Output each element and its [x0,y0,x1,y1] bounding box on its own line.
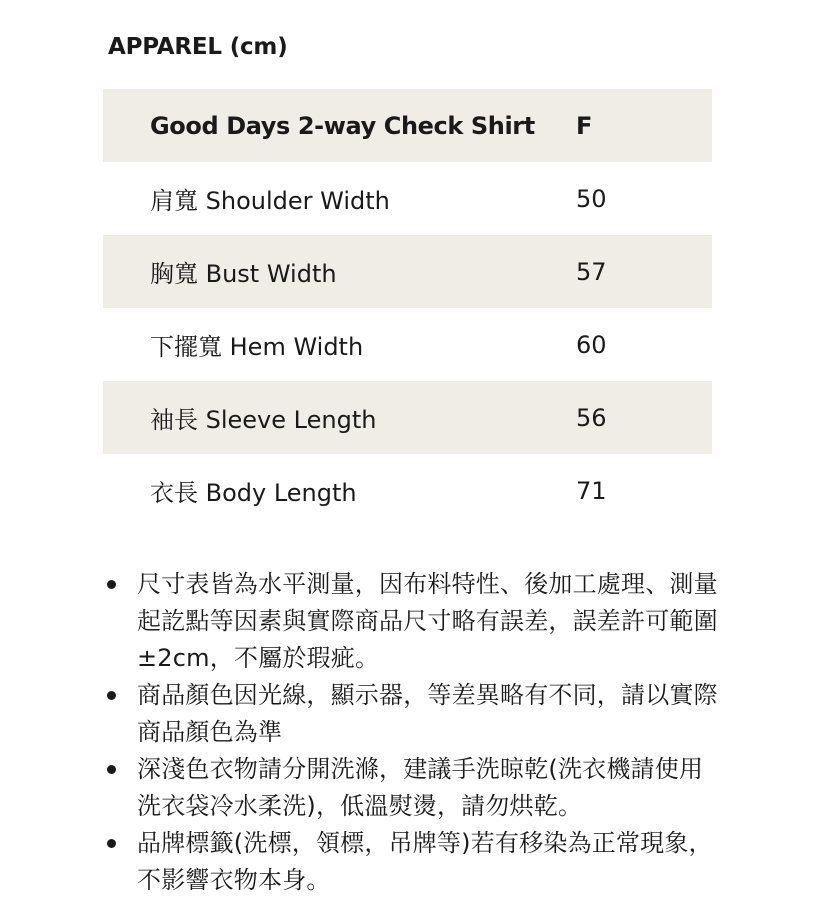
note-text: 尺寸表皆為水平測量，因布料特性、後加工處理、測量起訖點等因素與實際商品尺寸略有誤差，誤差許可範圍±2cm，不屬於瑕疵。 [137,570,718,672]
section-title: APPAREL (cm) [108,34,288,60]
measurement-value: 60 [576,330,607,359]
table-row [103,454,712,527]
measurement-label: 衣長 Body Length [150,479,357,507]
measurement-label: 胸寬 Bust Width [150,260,337,288]
measurement-value: 57 [576,257,607,286]
note-text: 深淺色衣物請分開洗滌，建議手洗晾乾(洗衣機請使用洗衣袋冷水柔洗)，低溫熨燙，請勿烘乾。 [137,755,704,820]
product-name-header: Good Days 2-way Check Shirt [150,111,535,140]
list-item [137,751,723,825]
measurement-value: 71 [576,476,607,505]
table-row [103,235,712,308]
table-row [103,308,712,381]
list-item [137,825,723,899]
list-item [137,566,723,677]
table-row [103,381,712,454]
bullet-icon [107,765,116,774]
note-text: 商品顏色因光線，顯示器，等差異略有不同，請以實際商品顏色為準 [137,681,718,746]
care-notes-list [103,566,723,899]
measurement-label: 下擺寬 Hem Width [150,333,364,361]
table-header-row [103,89,712,162]
table-row [103,162,712,235]
bullet-icon [107,691,116,700]
size-chart-table [103,89,712,527]
measurement-value: 56 [576,403,607,432]
measurement-value: 50 [576,184,607,213]
bullet-icon [107,839,116,848]
list-item [137,677,723,751]
measurement-label: 袖長 Sleeve Length [150,406,377,434]
note-text: 品牌標籤(洗標，領標，吊牌等)若有移染為正常現象，不影響衣物本身。 [137,829,713,894]
bullet-icon [107,580,116,589]
measurement-label: 肩寬 Shoulder Width [150,187,390,215]
size-header: F [576,111,592,140]
